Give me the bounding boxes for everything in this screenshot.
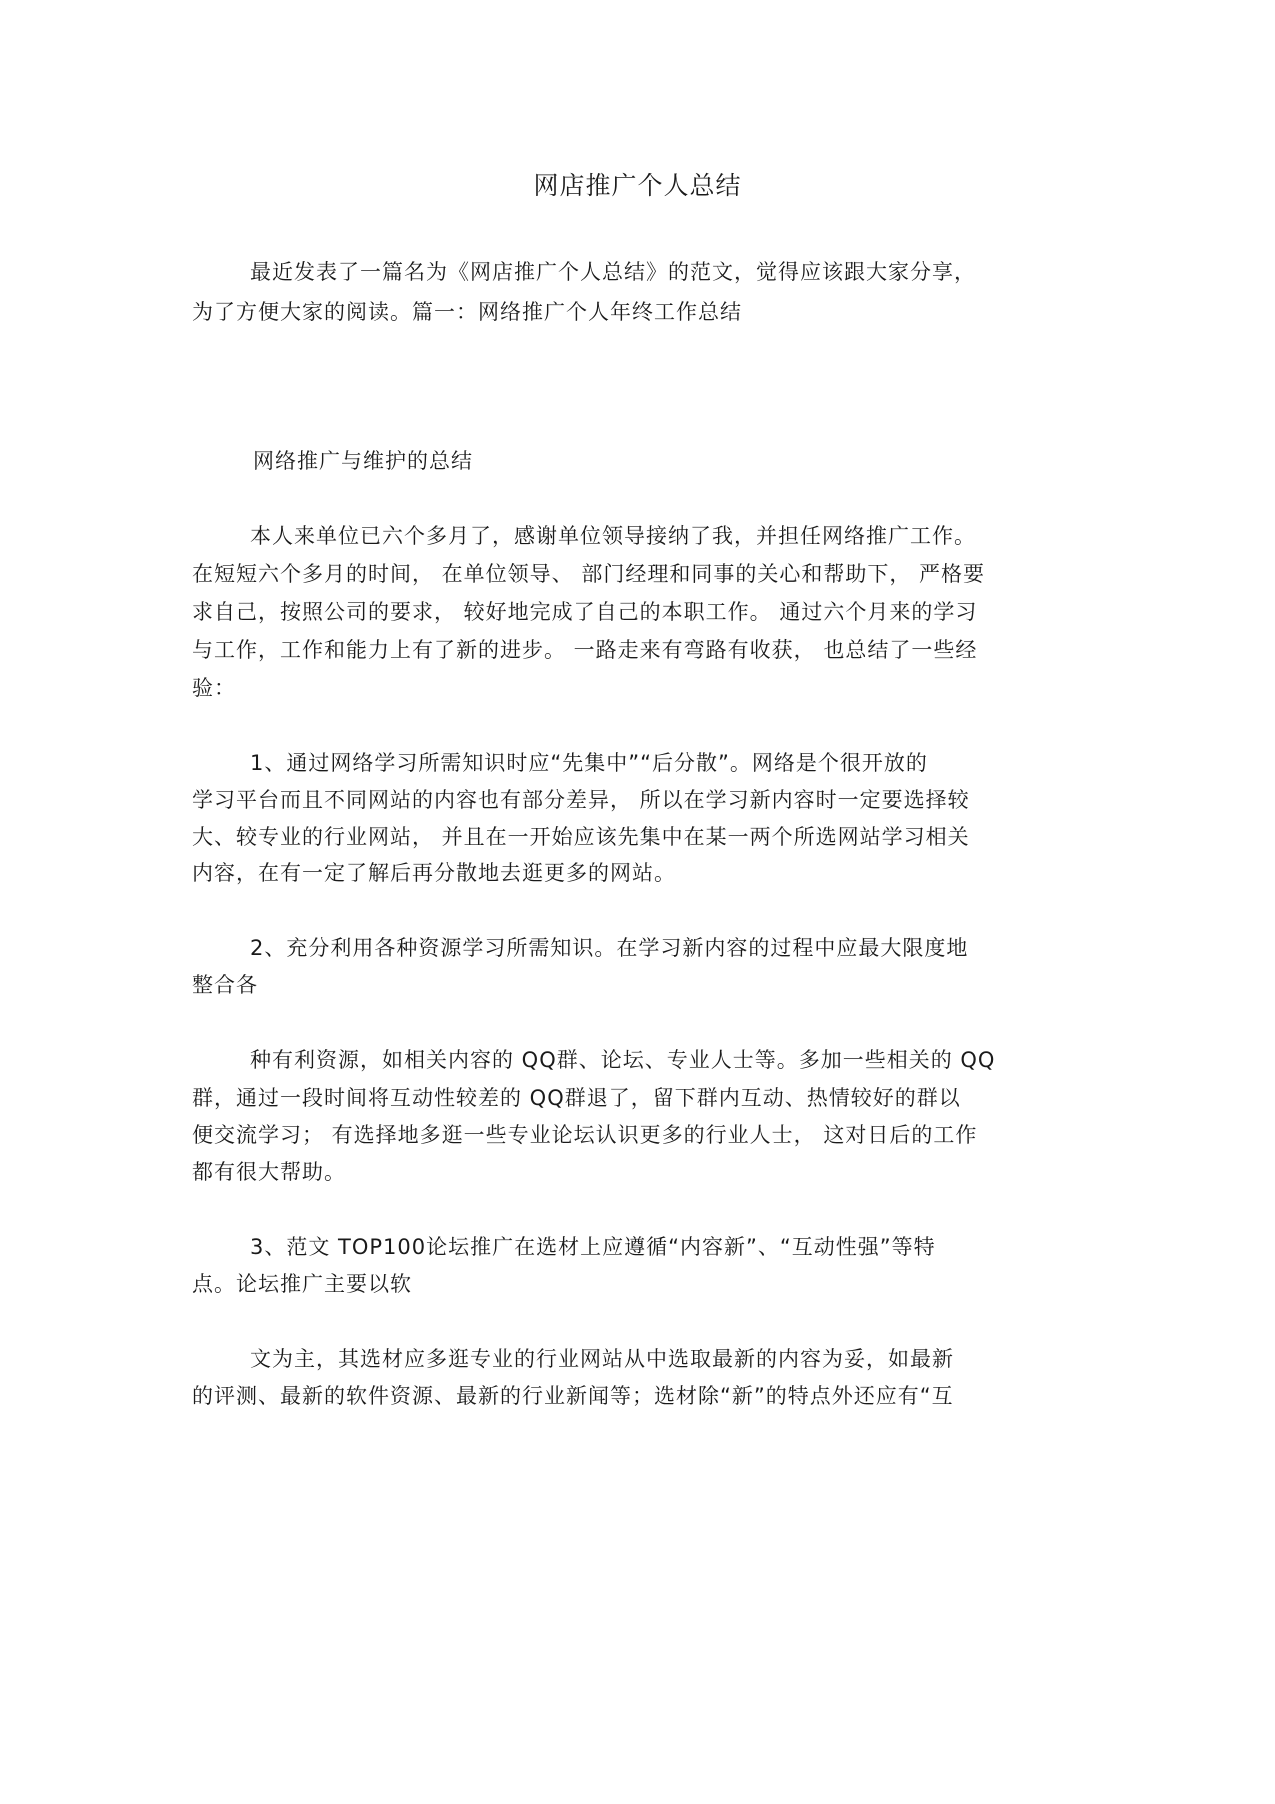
paragraph-line: 大、较专业的行业网站， 并且在一开始应该先集中在某一两个所选网站学习相关 <box>192 825 970 849</box>
paragraph-line: 点。论坛推广主要以软 <box>192 1272 412 1296</box>
section-heading: 网络推广与维护的总结 <box>253 449 473 473</box>
paragraph-line: 求自己，按照公司的要求， 较好地完成了自己的本职工作。 通过六个月来的学习 <box>192 600 978 624</box>
document-title: 网店推广个人总结 <box>533 171 742 200</box>
paragraph-line: 便交流学习； 有选择地多逛一些专业论坛认识更多的行业人士， 这对日后的工作 <box>192 1123 978 1147</box>
paragraph-line: 都有很大帮助。 <box>192 1160 346 1184</box>
paragraph-line: 2、充分利用各种资源学习所需知识。在学习新内容的过程中应最大限度地 <box>250 936 969 960</box>
paragraph-line: 整合各 <box>192 973 258 997</box>
paragraph-line: 内容，在有一定了解后再分散地去逛更多的网站。 <box>192 861 676 885</box>
paragraph-line: 本人来单位已六个多月了，感谢单位领导接纳了我，并担任网络推广工作。 <box>250 524 976 548</box>
paragraph-line: 文为主，其选材应多逛专业的行业网站从中选取最新的内容为妥，如最新 <box>250 1347 954 1371</box>
paragraph-line: 的评测、最新的软件资源、最新的行业新闻等；选材除“新”的特点外还应有“互 <box>192 1384 954 1408</box>
paragraph-line: 为了方便大家的阅读。篇一：网络推广个人年终工作总结 <box>192 300 742 324</box>
paragraph-line: 与工作，工作和能力上有了新的进步。 一路走来有弯路有收获， 也总结了一些经 <box>192 638 978 662</box>
paragraph-line: 验： <box>192 676 236 700</box>
paragraph-line: 在短短六个多月的时间， 在单位领导、 部门经理和同事的关心和帮助下， 严格要 <box>192 562 986 586</box>
paragraph-line: 种有利资源，如相关内容的 QQ群、论坛、专业人士等。多加一些相关的 QQ <box>250 1048 996 1072</box>
paragraph-line: 1、通过网络学习所需知识时应“先集中”“后分散”。网络是个很开放的 <box>250 751 928 775</box>
paragraph-line: 最近发表了一篇名为《网店推广个人总结》的范文，觉得应该跟大家分享， <box>250 260 976 284</box>
paragraph-line: 学习平台而且不同网站的内容也有部分差异， 所以在学习新内容时一定要选择较 <box>192 788 970 812</box>
paragraph-line: 3、范文 TOP100论坛推广在选材上应遵循“内容新”、“互动性强”等特 <box>250 1235 936 1259</box>
paragraph-line: 群，通过一段时间将互动性较差的 QQ群退了，留下群内互动、热情较好的群以 <box>192 1086 961 1110</box>
